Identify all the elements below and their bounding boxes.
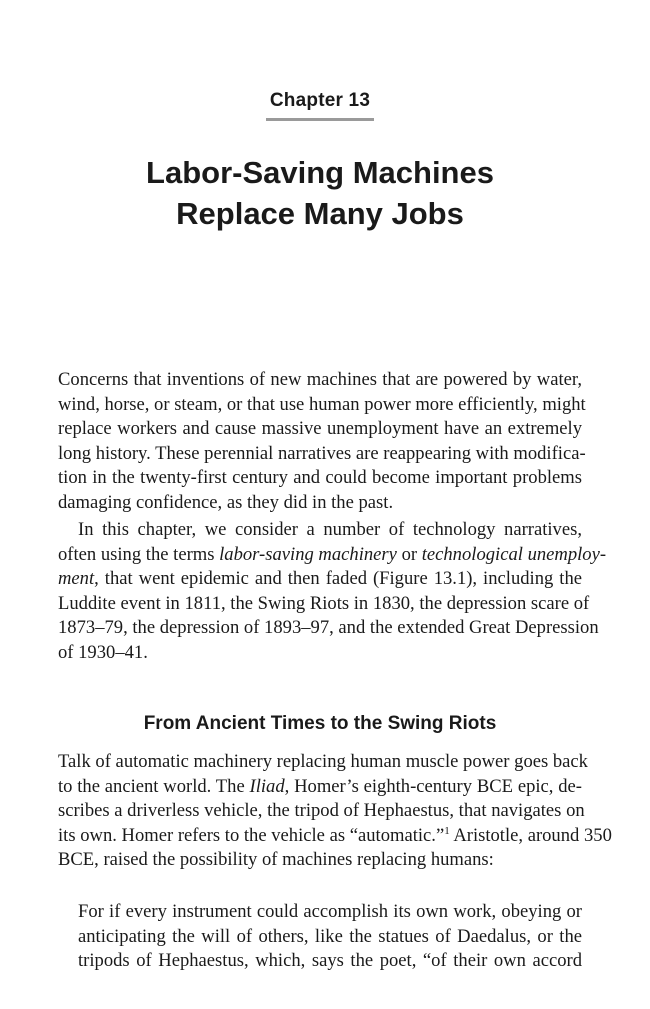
text-line: In this chapter, we consider a number of technology narratives, (78, 519, 582, 540)
chapter-title-line: Labor-Saving Machines (146, 155, 494, 190)
footnote-marker[interactable]: 1 (444, 824, 450, 837)
text-line: 1873–79, the depression of 1893–97, and the extended Great Depression (58, 617, 599, 639)
italic-term: ment (58, 568, 95, 590)
chapter-title-line: Replace Many Jobs (176, 196, 464, 231)
text-line (58, 543, 607, 568)
text-run: , Homer’s eighth-century BCE epic, de- (284, 775, 582, 797)
intro-paragraph (58, 368, 586, 516)
section-heading: From Ancient Times to the Swing Riots (143, 713, 497, 734)
italic-title: Iliad (249, 775, 285, 797)
chapter-rule (266, 118, 374, 121)
text-run: Aristotle, around 350 (449, 824, 612, 846)
text-run: or (396, 543, 422, 565)
text-line (58, 567, 582, 592)
text-line: Talk of automatic machinery replacing human muscle power goes back (58, 751, 588, 772)
text-run: its own. Homer refers to the vehicle as “automatic.” (58, 824, 445, 846)
block-quote (78, 900, 582, 974)
text-line: anticipating the will of others, like the statues of Daedalus, or the (78, 925, 582, 947)
text-line: BCE, raised the possibility of machines replacing humans: (58, 849, 494, 871)
text-line: scribes a driverless vehicle, the tripod of Hephaestus, that navigates on (58, 800, 585, 822)
text-line: tripods of Hephaestus, which, says the poet, “of their own accord (78, 950, 582, 972)
body-paragraph (58, 518, 607, 666)
text-run: to the ancient world. The (58, 775, 250, 797)
text-run: , that went epidemic and then faded (Figure 13.1), including the (94, 568, 582, 590)
text-run: often using the terms (58, 543, 220, 565)
chapter-title (0, 152, 640, 234)
chapter-label: Chapter 13 (269, 90, 371, 111)
text-line: wind, horse, or steam, or that use human power more efficiently, might (58, 393, 586, 415)
text-line: of 1930–41. (58, 641, 148, 663)
italic-term: technological unemploy- (421, 543, 607, 565)
italic-term: labor-saving machinery (219, 543, 397, 565)
text-line: damaging confidence, as they did in the past. (58, 491, 394, 513)
text-line: long history. These perennial narratives are reappearing with modifica- (58, 442, 586, 464)
text-line: For if every instrument could accomplish its own work, obeying or (78, 901, 582, 922)
text-line: Concerns that inventions of new machines that are powered by water, (58, 369, 582, 390)
text-line: tion in the twenty-first century and could become important problems (58, 467, 582, 489)
text-line (58, 824, 612, 849)
text-line: Luddite event in 1811, the Swing Riots in 1830, the depression scare of (58, 592, 590, 614)
text-line (58, 775, 582, 800)
body-paragraph (58, 750, 612, 873)
text-line: replace workers and cause massive unemployment have an extremely (58, 418, 582, 440)
